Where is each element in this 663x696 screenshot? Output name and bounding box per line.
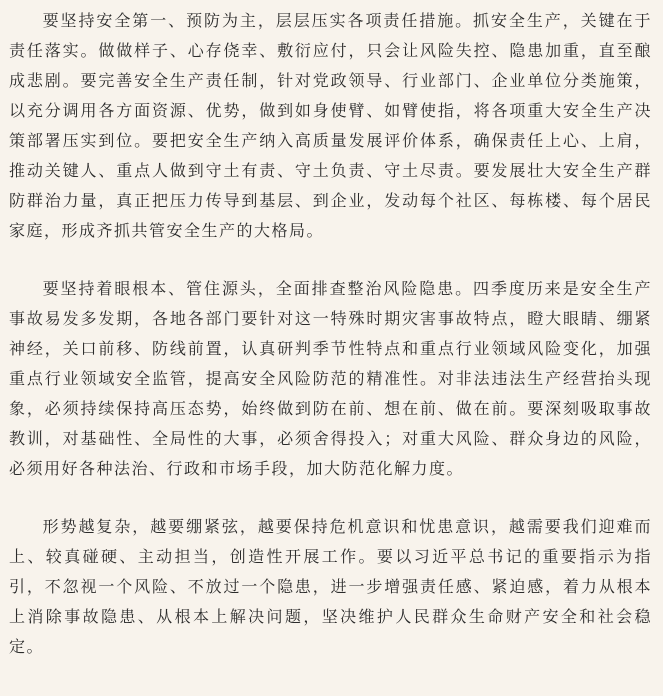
paragraph-responsibility: 要坚持安全第一、预防为主，层层压实各项责任措施。抓安全生产，关键在于责任落实。做做样子、心存侥幸、敷衍应付，只会让风险失控、隐患加重，直至酿成悲剧。要完善安全生产责任制，针对党政领导、行业部门、企业单位分类施策，以充分调用各方面资源、优势，做到如身使臂、如臂使指，将各项重大安全生产决策部署压实到位。要把安全生产纳入高质量发展评价体系，确保责任上心、上肩，推动关键人、重点人做到守土有责、守土负责、守土尽责。要发展壮大安全生产群防群治力量，真正把压力传导到基层、到企业，发动每个社区、每栋楼、每个居民家庭，形成齐抓共管安全生产的大格局。: [9, 11, 652, 240]
paragraph-conclusion: 形势越复杂，越要绷紧弦，越要保持危机意识和忧患意识，越需要我们迎难而上、较真碰硬、主动担当，创造性开展工作。要以习近平总书记的重要指示为指引，不忽视一个风险、不放过一个隐患，进一步增强责任感、紧迫感，着力从根本上消除事故隐患、从根本上解决问题，坚决维护人民群众生命财产安全和社会稳定。: [9, 517, 652, 656]
paragraph-risk-inspection: 要坚持着眼根本、管住源头，全面排查整治风险隐患。四季度历来是安全生产事故易发多发期，各地各部门要针对这一特殊时期灾害事故特点，瞪大眼睛、绷紧神经，关口前移、防线前置，认真研判季节性特点和重点行业领域风险变化，加强重点行业领域安全监管，提高安全风险防范的精准性。对非法违法生产经营抬头现象，必须持续保持高压态势，始终做到防在前、想在前、做在前。要深刻吸取事故教训，对基础性、全局性的大事，必须舍得投入；对重大风险、群众身边的风险，必须用好各种法治、行政和市场手段，加大防范化解力度。: [9, 279, 652, 478]
